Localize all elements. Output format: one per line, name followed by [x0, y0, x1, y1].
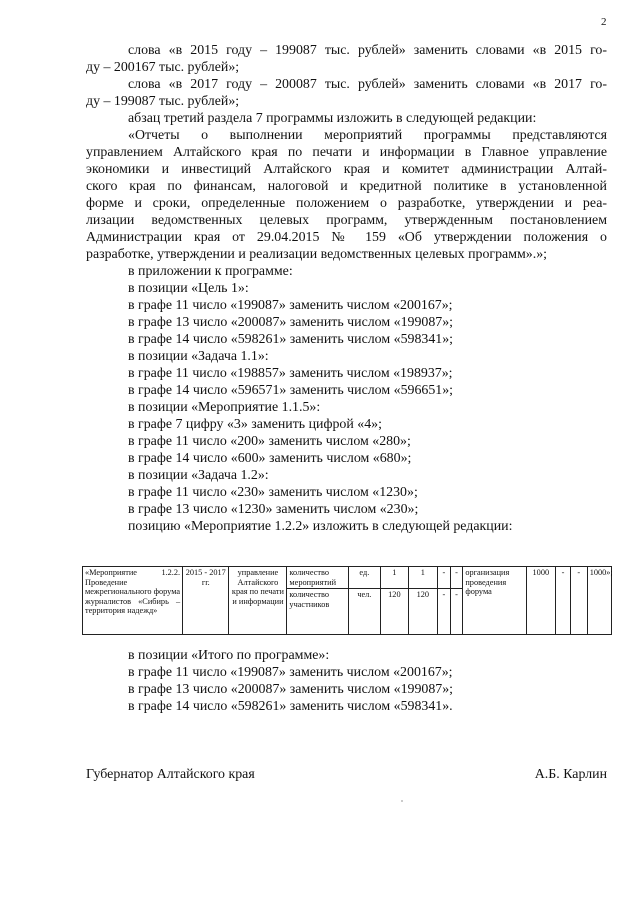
- body-line: в графе 13 число «200087» заменить числом «199087»;: [128, 682, 454, 697]
- document-body: [86, 42, 607, 535]
- body-line: в графе 14 число «598261» заменить числом «598341»;: [128, 332, 454, 347]
- activity-cell: организация проведения форума: [463, 567, 526, 635]
- total-cell: 1000»;: [587, 567, 611, 635]
- executor-cell: управление Алтайского края по печати и информации: [229, 567, 287, 635]
- indicator-cell: количество мероприятий: [287, 567, 348, 589]
- value-cell: -: [450, 589, 463, 635]
- body-line: в графе 14 число «600» заменить числом «680»;: [128, 451, 412, 466]
- quote-line: ского края по финансам, налоговой и кредитной политике в установленной: [86, 179, 607, 194]
- body-line: позицию «Мероприятие 1.2.2» изложить в следующей редакции:: [128, 519, 513, 534]
- indicator-cell: количество участников: [287, 589, 348, 635]
- value-cell: -: [438, 589, 451, 635]
- value-cell: 1: [408, 567, 438, 589]
- quote-line: лизации ведомственных целевых программ, утвержденным постановлением: [86, 213, 607, 228]
- quote-line: «Отчеты о выполнении мероприятий программы представляются: [128, 128, 607, 143]
- body-line: в графе 14 число «596571» заменить числом «596651»;: [128, 383, 454, 398]
- scan-speck: [401, 800, 403, 802]
- body-line: слова «в 2017 году – 200087 тыс. рублей» заменить словами «в 2017 го-: [128, 77, 607, 92]
- body-line: в графе 14 число «598261» заменить числом «598341».: [128, 699, 453, 714]
- body-line: в графе 11 число «200» заменить числом «280»;: [128, 434, 411, 449]
- signatory-title: Губернатор Алтайского края: [86, 767, 255, 782]
- body-line: в графе 11 число «199087» заменить числом «200167»;: [128, 298, 453, 313]
- body-line: в графе 7 цифру «3» заменить цифрой «4»;: [128, 417, 382, 432]
- measure-name-cell: «Мероприятие 1.2.2. Проведение межрегионального форума журналистов «Сибирь – территория надежд»: [83, 567, 183, 635]
- body-line: в графе 13 число «200087» заменить числом «199087»;: [128, 315, 454, 330]
- body-line: в позиции «Задача 1.2»:: [128, 468, 269, 483]
- body-line: в позиции «Мероприятие 1.1.5»:: [128, 400, 321, 415]
- amount-cell: 1000: [526, 567, 556, 635]
- body-line: в графе 11 число «230» заменить числом «1230»;: [128, 485, 418, 500]
- body-line: в позиции «Итого по программе»:: [128, 648, 330, 663]
- body-line: ду – 199087 тыс. рублей»;: [86, 94, 240, 109]
- body-line: слова «в 2015 году – 199087 тыс. рублей» заменить словами «в 2015 го-: [128, 43, 607, 58]
- value-cell: 120: [381, 589, 408, 635]
- quote-line: управлением Алтайского края по печати и информации в Главное управление: [86, 145, 607, 160]
- quote-line: экономики и инвестиций Алтайского края и комитет администрации Алтай-: [86, 162, 607, 177]
- quote-line: разработке, утверждении и реализации ведомственных целевых программ».»;: [86, 247, 548, 262]
- table-row: [83, 567, 612, 589]
- dash-cell: -: [570, 567, 587, 635]
- body-line: в графе 11 число «198857» заменить числом «198937»;: [128, 366, 453, 381]
- value-cell: 120: [408, 589, 438, 635]
- body-line: в позиции «Цель 1»:: [128, 281, 249, 296]
- body-line: ду – 200167 тыс. рублей»;: [86, 60, 240, 75]
- dash-cell: -: [556, 567, 571, 635]
- body-line: в позиции «Задача 1.1»:: [128, 349, 269, 364]
- document-body-after-table: [86, 647, 607, 715]
- value-cell: -: [450, 567, 463, 589]
- period-cell: 2015 - 2017 гг.: [183, 567, 229, 635]
- body-line: абзац третий раздела 7 программы изложить в следующей редакции:: [128, 111, 537, 126]
- measure-table: [82, 566, 612, 635]
- page-number: 2: [601, 16, 607, 28]
- body-line: в графе 13 число «1230» заменить числом «230»;: [128, 502, 419, 517]
- quote-line: форме и сроки, определенные положением о разработке, утверждении и реа-: [86, 196, 607, 211]
- unit-cell: ед.: [348, 567, 381, 589]
- value-cell: 1: [381, 567, 408, 589]
- body-line: в приложении к программе:: [128, 264, 293, 279]
- value-cell: -: [438, 567, 451, 589]
- body-line: в графе 11 число «199087» заменить числом «200167»;: [128, 665, 453, 680]
- unit-cell: чел.: [348, 589, 381, 635]
- signatory-name: А.Б. Карлин: [534, 767, 607, 782]
- quote-line: Администрации края от 29.04.2015 № 159 «Об утверждении положения о: [86, 230, 607, 245]
